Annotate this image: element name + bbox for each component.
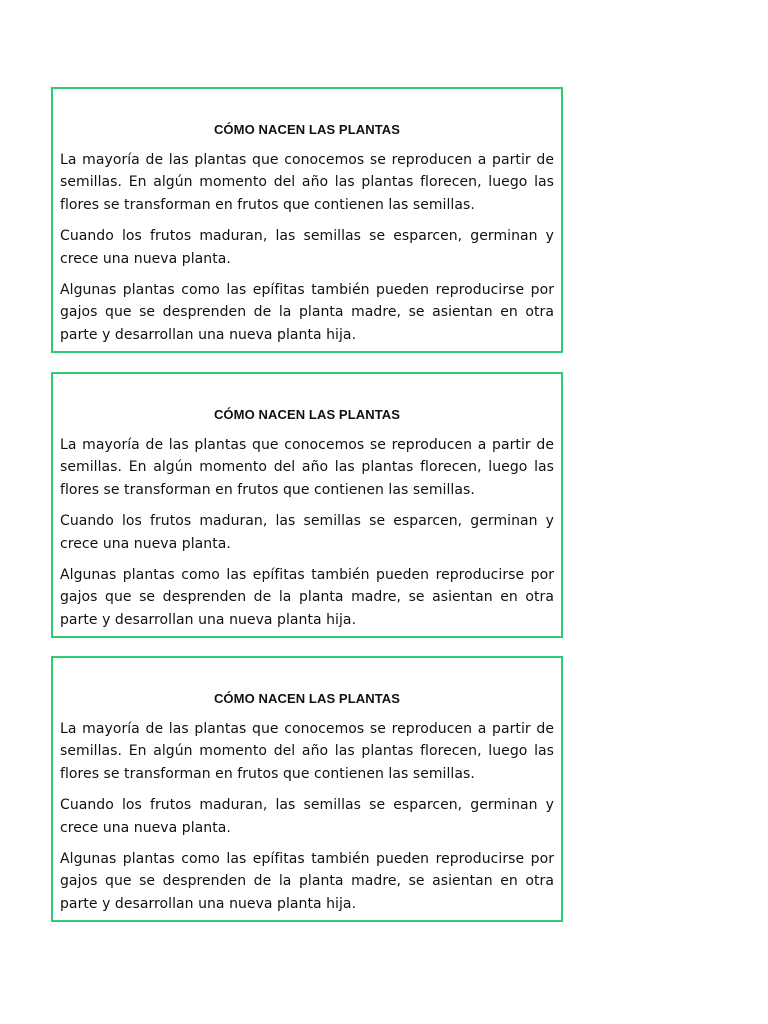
card-paragraph-3: Algunas plantas como las epífitas también pueden reproducirse por gajos que se desprenden de la planta madre, se asientan en otra parte y desarrollan una nueva planta hija. <box>60 851 554 912</box>
reading-card-1 <box>51 87 563 353</box>
card-paragraph-2: Cuando los frutos maduran, las semillas se esparcen, germinan y crece una nueva planta. <box>60 513 554 552</box>
card-title: CÓMO NACEN LAS PLANTAS <box>213 691 401 706</box>
card-paragraph-3: Algunas plantas como las epífitas también pueden reproducirse por gajos que se desprenden de la planta madre, se asientan en otra parte y desarrollan una nueva planta hija. <box>60 282 554 343</box>
reading-card-2 <box>51 372 563 638</box>
card-paragraph-1: La mayoría de las plantas que conocemos se reproducen a partir de semillas. En algún momento del año las plantas florecen, luego las flores se transforman en frutos que contienen las semillas. <box>60 721 554 782</box>
card-paragraph-3: Algunas plantas como las epífitas también pueden reproducirse por gajos que se desprenden de la planta madre, se asientan en otra parte y desarrollan una nueva planta hija. <box>60 567 554 628</box>
card-paragraph-2: Cuando los frutos maduran, las semillas se esparcen, germinan y crece una nueva planta. <box>60 228 554 267</box>
card-paragraph-1: La mayoría de las plantas que conocemos se reproducen a partir de semillas. En algún momento del año las plantas florecen, luego las flores se transforman en frutos que contienen las semillas. <box>60 152 554 213</box>
reading-card-3 <box>51 656 563 922</box>
card-paragraph-2: Cuando los frutos maduran, las semillas se esparcen, germinan y crece una nueva planta. <box>60 797 554 836</box>
card-title: CÓMO NACEN LAS PLANTAS <box>213 407 401 422</box>
card-title: CÓMO NACEN LAS PLANTAS <box>213 122 401 137</box>
card-paragraph-1: La mayoría de las plantas que conocemos se reproducen a partir de semillas. En algún momento del año las plantas florecen, luego las flores se transforman en frutos que contienen las semillas. <box>60 437 554 498</box>
